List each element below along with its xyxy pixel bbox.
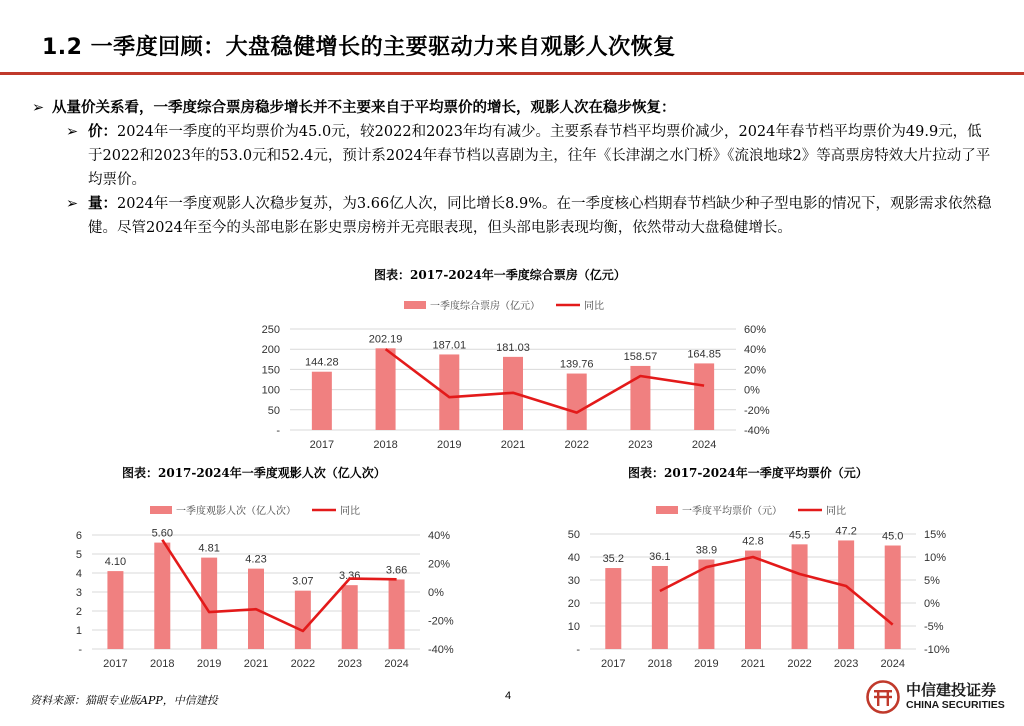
right-axis-tick-label: -20% (744, 404, 770, 417)
source-note: 资料来源：猫眼专业版APP，中信建投 (30, 694, 218, 707)
bar-value-label: 164.85 (687, 348, 721, 361)
legend-line-label: 同比 (826, 506, 846, 517)
bar (295, 591, 311, 649)
bar-value-label: 42.8 (742, 535, 764, 548)
category-label: 2021 (243, 658, 269, 670)
left-axis-tick-label: 30 (567, 575, 580, 587)
left-axis-tick-label: - (78, 644, 82, 656)
legend-bar-swatch (404, 301, 426, 309)
category-label: 2018 (373, 439, 398, 451)
legend-bar-swatch (656, 506, 678, 514)
bar (248, 569, 264, 649)
legend-bar-swatch (150, 506, 172, 514)
left-axis-tick-label: 10 (567, 621, 580, 633)
bar-value-label: 5.60 (151, 527, 173, 540)
category-label: 2023 (833, 658, 859, 670)
citic-logo-icon (866, 680, 900, 714)
legend-bar-label: 一季度观影人次（亿人次） (176, 506, 296, 517)
bar (342, 585, 358, 649)
category-label: 2023 (628, 439, 653, 451)
category-label: 2017 (601, 658, 626, 670)
bar (389, 579, 405, 649)
bullet-price (32, 120, 994, 192)
bar-value-label: 139.76 (559, 358, 594, 371)
logo-english-name: CHINA SECURITIES (906, 699, 1005, 711)
bar-value-label: 45.0 (882, 530, 904, 543)
chart-1-caption: 图表：2017-2024年一季度综合票房（亿元） (374, 268, 626, 282)
bar-value-label: 45.5 (788, 529, 811, 542)
category-label: 2019 (196, 658, 222, 670)
bar (838, 540, 854, 649)
bar-value-label: 36.1 (649, 550, 671, 563)
bar (698, 560, 714, 649)
bar-value-label: 3.07 (292, 575, 314, 588)
right-axis-tick-label: 0% (428, 587, 444, 599)
bar-value-label: 47.2 (835, 525, 857, 538)
left-axis-tick-label: 6 (75, 530, 82, 542)
bar-value-label: 4.10 (104, 556, 127, 569)
bar (567, 374, 587, 430)
left-axis-tick-label: - (576, 644, 580, 656)
bar-value-label: 158.57 (623, 350, 658, 363)
logo-chinese-name: 中信建投证券 (906, 681, 997, 699)
left-axis-tick-label: 5 (75, 549, 82, 561)
bar (745, 551, 761, 649)
legend-bar-label: 一季度平均票价（元） (682, 506, 782, 517)
bullet-section (32, 96, 994, 240)
bar (605, 568, 621, 649)
right-axis-tick-label: 0% (924, 598, 940, 610)
category-label: 2019 (694, 658, 719, 670)
yoy-line (162, 540, 396, 631)
bar (154, 543, 170, 649)
legend-bar-label: 一季度综合票房（亿元） (430, 301, 540, 312)
bullet-volume (32, 192, 994, 240)
bar-value-label: 4.23 (245, 553, 267, 566)
category-label: 2024 (384, 658, 409, 670)
right-axis-tick-label: 15% (924, 529, 947, 541)
category-label: 2021 (740, 658, 766, 670)
legend-line-label: 同比 (584, 301, 604, 312)
bar (439, 354, 459, 430)
category-label: 2022 (290, 658, 316, 670)
bar-value-label: 187.01 (432, 339, 467, 352)
category-label: 2018 (150, 658, 175, 670)
left-axis-tick-label: 20 (567, 598, 580, 610)
bar (107, 571, 123, 649)
bar-value-label: 181.03 (496, 341, 530, 354)
right-axis-tick-label: 60% (744, 324, 767, 336)
right-axis-tick-label: -20% (428, 615, 454, 628)
right-axis-tick-label: 5% (924, 575, 940, 587)
right-axis-tick-label: 10% (924, 552, 947, 564)
company-logo (866, 680, 1005, 714)
bar-value-label: 4.81 (198, 542, 220, 555)
bar (885, 546, 901, 650)
arrow-bullet-icon: ➢ (32, 100, 45, 116)
bar-value-label: 3.66 (385, 564, 408, 577)
category-label: 2019 (437, 439, 462, 451)
bar-value-label: 202.19 (368, 333, 403, 346)
left-axis-tick-label: 100 (261, 384, 280, 397)
bullet-volume-text: 2024年一季度观影人次稳步复苏，为3.66亿人次，同比增长8.9%。在一季度核心档期春节档缺少种子型电影的情况下，观影需求依然稳健。尽管2024年至今的头部电影在影史票房榜并无亮眼表现，但头部电影表现均衡，依然带动大盘稳健增长。 (88, 196, 992, 236)
left-axis-tick-label: 4 (75, 568, 82, 580)
arrow-bullet-icon: ➢ (66, 124, 79, 140)
left-axis-tick-label: 50 (267, 404, 280, 417)
arrow-bullet-icon: ➢ (66, 196, 79, 212)
right-axis-tick-label: -5% (924, 621, 944, 633)
title-divider (0, 72, 1024, 75)
yoy-line (386, 349, 704, 413)
category-label: 2018 (647, 658, 673, 670)
bullet-main (32, 96, 994, 120)
category-label: 2024 (880, 658, 905, 670)
left-axis-tick-label: 1 (75, 625, 82, 637)
bar (652, 566, 668, 649)
legend-line-label: 同比 (340, 506, 360, 517)
category-label: 2022 (564, 439, 589, 451)
right-axis-tick-label: 40% (744, 344, 767, 357)
bar-value-label: 38.9 (695, 544, 718, 557)
right-axis-tick-label: -40% (744, 425, 770, 437)
bullet-price-text: 2024年一季度的平均票价为45.0元，较2022和2023年均有减少。主要系春节档平均票价减少，2024年春节档平均票价为49.9元，低于2022和2023年的53.0元和52.4元，预计系2024年春节档以喜剧为主，往年《长津湖之水门桥》《流浪地球2》等高票房特效大片拉动了平均票价。 (88, 124, 991, 188)
yoy-line (660, 557, 893, 625)
bar-value-label: 35.2 (602, 553, 624, 566)
chart-2-caption: 图表：2017-2024年一季度观影人次（亿人次） (122, 466, 386, 480)
bar (376, 348, 396, 430)
chart-3-caption: 图表：2017-2024年一季度平均票价（元） (628, 466, 868, 480)
bar (792, 544, 808, 649)
right-axis-tick-label: -40% (428, 644, 454, 656)
category-label: 2022 (787, 658, 812, 670)
category-label: 2023 (337, 658, 362, 670)
bullet-price-body (88, 120, 994, 192)
bar (312, 372, 332, 430)
left-axis-tick-label: 3 (75, 587, 82, 599)
bar-value-label: 3.36 (339, 570, 361, 583)
right-axis-tick-label: -10% (924, 644, 950, 656)
bar-value-label: 144.28 (305, 356, 339, 369)
bullet-volume-label: 量： (88, 195, 117, 212)
left-axis-tick-label: 50 (567, 529, 580, 541)
left-axis-tick-label: 200 (261, 344, 280, 357)
page-number: 4 (505, 690, 512, 702)
left-axis-tick-label: 250 (261, 324, 280, 336)
left-axis-tick-label: - (276, 425, 280, 437)
category-label: 2017 (309, 439, 335, 451)
category-label: 2021 (500, 439, 526, 451)
bar (201, 558, 217, 649)
bar (503, 357, 523, 430)
left-axis-tick-label: 40 (567, 552, 580, 564)
page-title: 1.2 一季度回顾：大盘稳健增长的主要驱动力来自观影人次恢复 (42, 35, 676, 60)
bullet-volume-body (88, 192, 994, 240)
right-axis-tick-label: 20% (744, 364, 767, 377)
category-label: 2024 (691, 439, 717, 451)
left-axis-tick-label: 2 (75, 606, 82, 618)
left-axis-tick-label: 150 (261, 364, 280, 377)
category-label: 2017 (103, 658, 128, 670)
right-axis-tick-label: 20% (428, 558, 451, 571)
right-axis-tick-label: 0% (744, 384, 760, 397)
bullet-price-label: 价： (88, 123, 117, 140)
bar (694, 363, 714, 430)
bullet-main-text: 从量价关系看，一季度综合票房稳步增长并不主要来自于平均票价的增长，观影人次在稳步恢复： (52, 99, 676, 116)
bar (630, 366, 650, 430)
right-axis-tick-label: 40% (428, 530, 451, 542)
